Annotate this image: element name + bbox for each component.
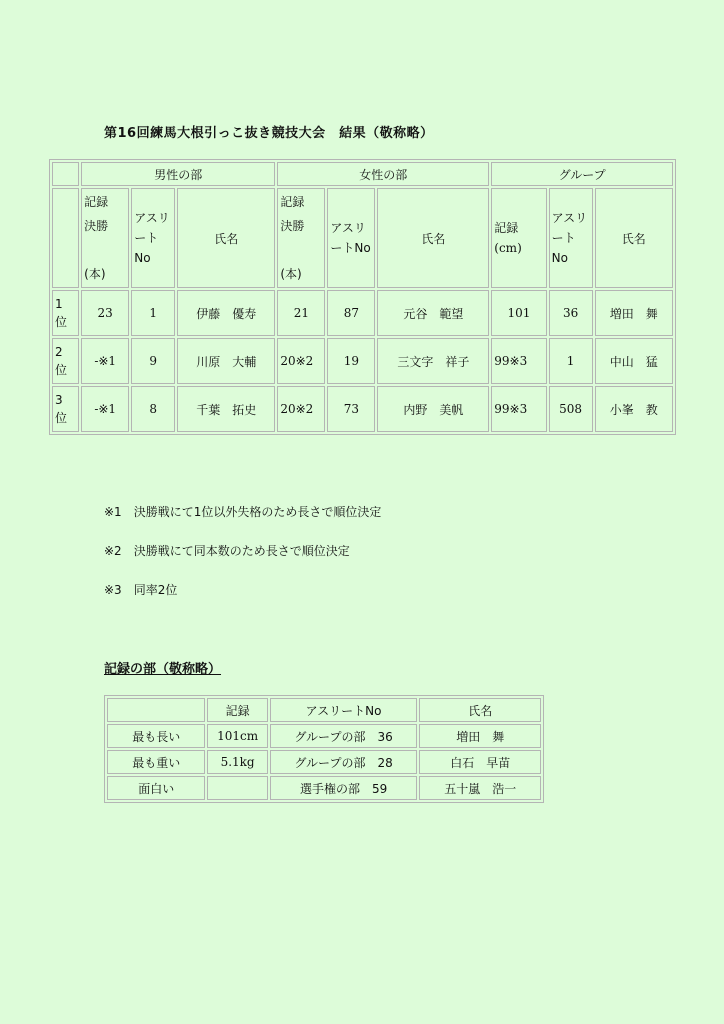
rank-header-cell [52,188,79,288]
women-record-cell: 20※2 [277,338,325,384]
men-group-header: 男性の部 [81,162,275,186]
records-name-header: 氏名 [419,698,541,722]
records-category-cell: 最も長い [107,724,205,748]
group-record-header: 記録 (cm) [491,188,546,288]
records-name-cell: 白石 早苗 [419,750,541,774]
group-athlete-no-header: アスリ ートNo [549,188,593,288]
group-athlete-no-cell: 508 [549,386,593,432]
men-name-cell: 伊藤 優寿 [177,290,275,336]
women-group-header: 女性の部 [277,162,489,186]
group-record-cell: 99※3 [491,386,546,432]
records-record-cell: 5.1kg [207,750,267,774]
women-name-cell: 三文字 祥子 [377,338,489,384]
group-header-row [52,162,673,186]
group-name-cell: 増田 舞 [595,290,673,336]
results-table [49,159,676,435]
group-record-cell: 101 [491,290,546,336]
women-athlete-no-header: アスリ ートNo [327,188,375,288]
records-division-cell: 選手権の部 59 [270,776,418,800]
note-1: ※1 決勝戦にて1位以外失格のため長さで順位決定 [104,505,382,519]
page-title: 第16回練馬大根引っこ抜き競技大会 結果（敬称略） [104,126,434,141]
men-name-cell: 千葉 拓史 [177,386,275,432]
records-division-cell: グループの部 36 [270,724,418,748]
men-name-cell: 川原 大輔 [177,338,275,384]
records-corner-cell [107,698,205,722]
men-athlete-no-cell: 9 [131,338,175,384]
records-record-header: 記録 [207,698,267,722]
men-name-header: 氏名 [177,188,275,288]
women-athlete-no-cell: 73 [327,386,375,432]
records-record-cell [207,776,267,800]
table-row [107,724,541,748]
records-table [104,695,544,803]
records-section-title: 記録の部（敬称略） [104,662,222,677]
records-division-cell: グループの部 28 [270,750,418,774]
women-name-header: 氏名 [377,188,489,288]
women-record-cell: 21 [277,290,325,336]
men-record-header: 記録 決勝 (本) [81,188,129,288]
rank-cell: 2 位 [52,338,79,384]
group-name-cell: 中山 猛 [595,338,673,384]
note-3: ※3 同率2位 [104,583,178,597]
rank-cell: 1 位 [52,290,79,336]
records-name-cell: 増田 舞 [419,724,541,748]
group-athlete-no-cell: 1 [549,338,593,384]
note-2: ※2 決勝戦にて同本数のため長さで順位決定 [104,544,350,558]
men-record-cell: -※1 [81,386,129,432]
women-name-cell: 内野 美帆 [377,386,489,432]
men-athlete-no-cell: 1 [131,290,175,336]
women-name-cell: 元谷 範望 [377,290,489,336]
table-row [52,386,673,432]
records-category-cell: 面白い [107,776,205,800]
men-record-cell: -※1 [81,338,129,384]
group-name-cell: 小峯 教 [595,386,673,432]
women-athlete-no-cell: 87 [327,290,375,336]
table-row [107,776,541,800]
records-category-cell: 最も重い [107,750,205,774]
group-group-header: グループ [491,162,673,186]
table-row [107,750,541,774]
women-record-cell: 20※2 [277,386,325,432]
men-athlete-no-cell: 8 [131,386,175,432]
records-header-row [107,698,541,722]
table-row [52,338,673,384]
group-athlete-no-cell: 36 [549,290,593,336]
column-header-row [52,188,673,288]
rank-cell: 3 位 [52,386,79,432]
group-name-header: 氏名 [595,188,673,288]
women-record-header: 記録 決勝 (本) [277,188,325,288]
men-athlete-no-header: アスリ ートNo [131,188,175,288]
records-name-cell: 五十嵐 浩一 [419,776,541,800]
records-athlete-no-header: アスリートNo [270,698,418,722]
group-record-cell: 99※3 [491,338,546,384]
men-record-cell: 23 [81,290,129,336]
corner-cell [52,162,79,186]
table-row [52,290,673,336]
women-athlete-no-cell: 19 [327,338,375,384]
records-record-cell: 101cm [207,724,267,748]
